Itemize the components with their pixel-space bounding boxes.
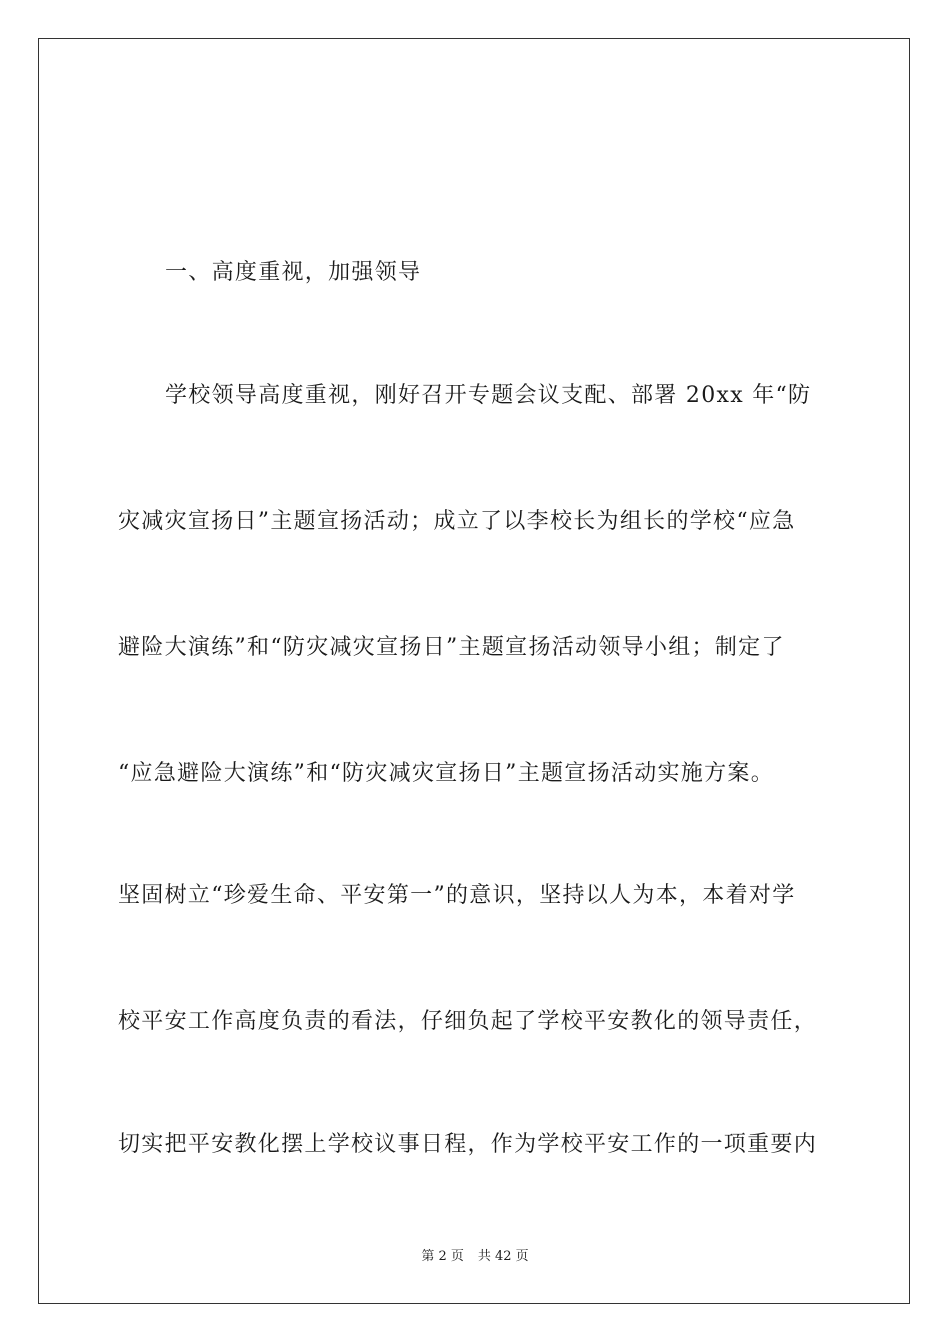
paragraph-line: 学校领导高度重视，刚好召开专题会议支配、部署 20xx 年“防 (165, 383, 812, 408)
paragraph-line: 切实把平安教化摆上学校议事日程，作为学校平安工作的一项重要内 (118, 1132, 818, 1157)
page-footer (0, 1248, 950, 1266)
paragraph-line: “应急避险大演练”和“防灾减灾宣扬日”主题宣扬活动实施方案。 (118, 761, 774, 786)
section-heading: 一、高度重视，加强领导 (165, 260, 422, 285)
page-border (38, 38, 910, 1304)
paragraph-line: 坚固树立“珍爱生命、平安第一”的意识，坚持以人为本，本着对学 (118, 883, 796, 908)
paragraph-line: 避险大演练”和“防灾减灾宣扬日”主题宣扬活动领导小组；制定了 (118, 635, 785, 660)
paragraph-line: 灾减灾宣扬日”主题宣扬活动；成立了以李校长为组长的学校“应急 (118, 509, 796, 534)
page-number: 第 2 页 (421, 1249, 464, 1264)
page-total: 共 42 页 (477, 1249, 529, 1264)
paragraph-line: 校平安工作高度负责的看法，仔细负起了学校平安教化的领导责任， (118, 1009, 818, 1034)
